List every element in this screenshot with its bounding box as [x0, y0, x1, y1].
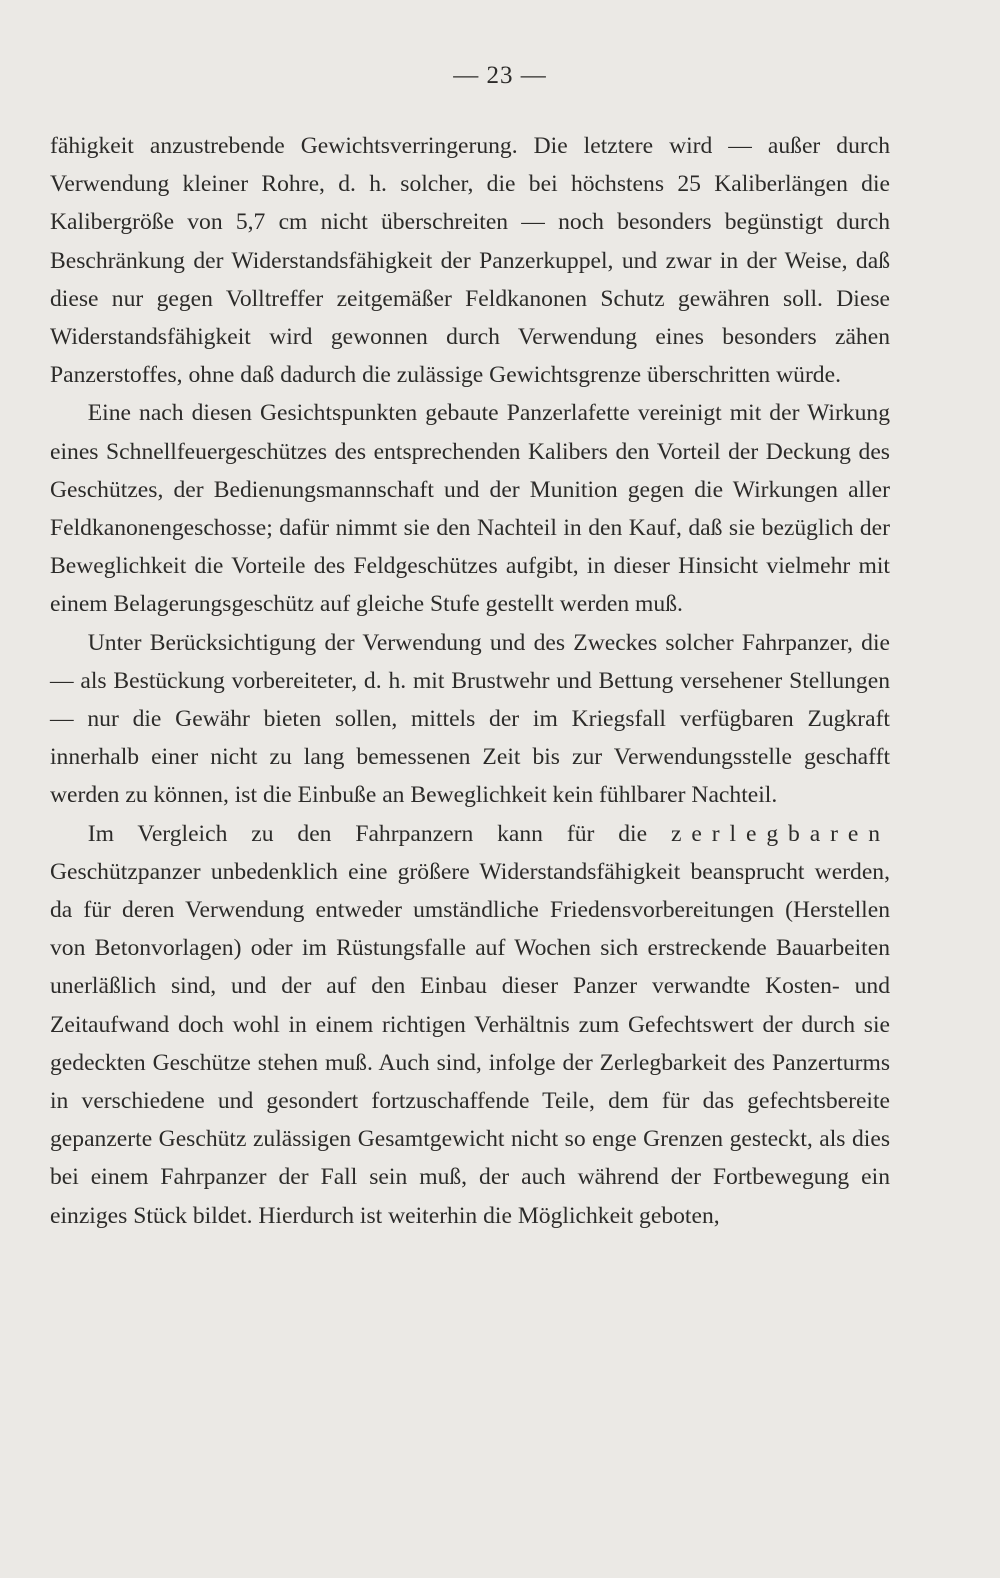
paragraph: fähigkeit anzustrebende Gewichtsverringerung. Die letztere wird — außer durch Verwendung kleiner Rohre, d. h. solcher, die bei höchstens 25 Kaliberlängen die Kalibergröße von 5,7 cm nicht überschreiten — noch besonders begünstigt durch Beschränkung der Widerstandsfähigkeit der Panzerkuppel, und zwar in der Weise, daß diese nur gegen Volltreffer zeitgemäßer Feldkanonen Schutz gewähren soll. Diese Widerstandsfähigkeit wird gewonnen durch Verwendung eines besonders zähen Panzerstoffes, ohne daß dadurch die zulässige Gewichtsgrenze überschritten würde. — [50, 133, 890, 389]
body-text — [50, 127, 890, 1235]
paragraph — [50, 815, 890, 1235]
spaced-emphasis-word: zerlegbaren — [670, 820, 890, 847]
paragraph: Unter Berücksichtigung der Verwendung und des Zweckes solcher Fahrpanzer, die — als Bestückung vorbereiteter, d. h. mit Brustwehr und Bettung versehener Stellungen — nur die Gewähr bieten sollen, mittels der im Kriegsfall verfügbaren Zugkraft innerhalb einer nicht zu lang bemessenen Zeit bis zur Verwendungsstelle geschafft werden zu können, ist die Einbuße an Beweglichkeit kein fühlbarer Nachteil. — [50, 629, 890, 809]
paragraph-text-segment: Im Vergleich zu den Fahrpanzern kann für die — [87, 820, 671, 847]
paragraph: Eine nach diesen Gesichtspunkten gebaute Panzerlafette vereinigt mit der Wirkung eines Schnellfeuergeschützes des entsprechenden Kalibers den Vorteil der Deckung des Geschützes, der Bedienungsmannschaft und der Munition gegen die Wirkungen aller Feldkanonengeschosse; dafür nimmt sie den Nachteil in den Kauf, daß sie bezüglich der Beweglichkeit die Vorteile des Feldgeschützes aufgibt, in dieser Hinsicht vielmehr mit einem Belagerungsgeschütz auf gleiche Stufe gestellt werden muß. — [50, 400, 890, 618]
page-number: — 23 — — [453, 62, 547, 89]
paragraph-text-segment: Geschützpanzer unbedenklich eine größere Widerstandsfähigkeit beansprucht werden, da für deren Verwendung entweder umständliche Friedensvorbereitungen (Herstellen von Betonvorlagen) oder im Rüstungsfalle auf Wochen sich erstreckende Bauarbeiten unerläßlich sind, und der auf den Einbau dieser Panzer verwandte Kosten- und Zeitaufwand doch wohl in einem richtigen Verhältnis zum Gefechtswert der durch sie gedeckten Geschütze stehen muß. Auch sind, infolge der Zerlegbarkeit des Panzerturms in verschiedene und gesondert fortzuschaffende Teile, dem für das gefechtsbereite gepanzerte Geschütz zulässigen Gesamtgewicht nicht so enge Grenzen gesteckt, als dies bei einem Fahrpanzer der Fall sein muß, der auch während der Fortbewegung ein einziges Stück bildet. Hierdurch ist weiterhin die Möglichkeit geboten, — [50, 858, 890, 1229]
